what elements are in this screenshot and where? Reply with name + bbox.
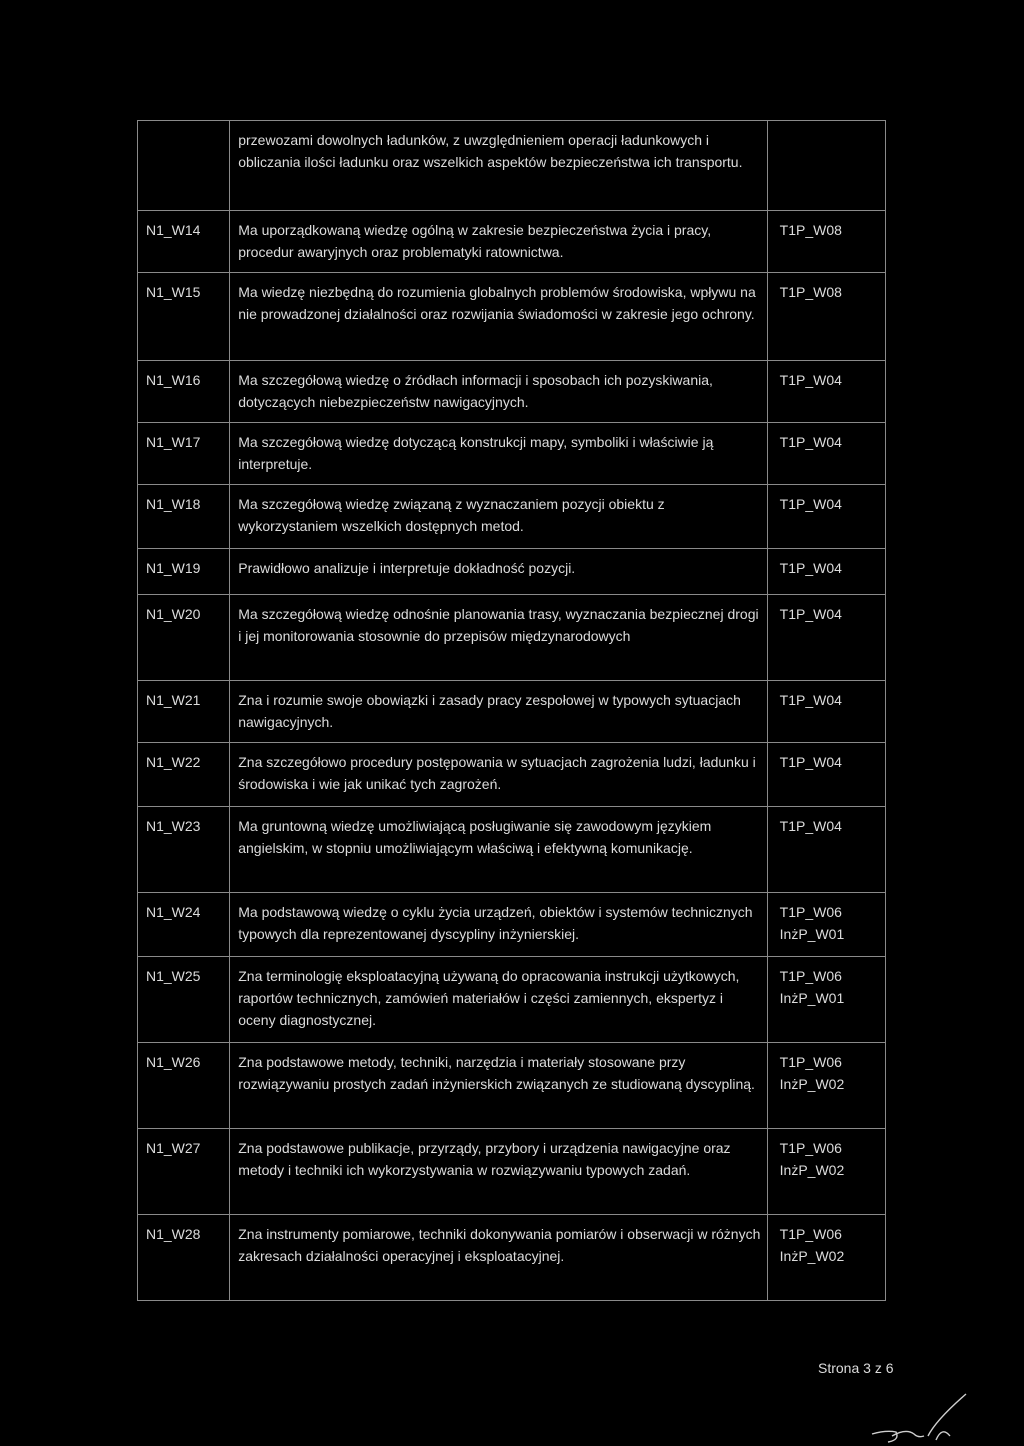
reference-code: T1P_W08 [779,222,842,238]
outcome-code: N1_W28 [138,1215,230,1301]
table-row [138,211,886,273]
table-row [138,743,886,807]
outcome-references [767,1043,885,1129]
outcome-description: Zna podstawowe metody, techniki, narzędzia i materiały stosowane przy rozwiązywaniu prostych zadań inżynierskich związanych ze studiowaną dyscypliną. [230,1043,767,1129]
reference-code: InżP_W01 [779,926,845,942]
outcome-references [767,893,885,957]
table-row [138,361,886,423]
table-row [138,423,886,485]
outcome-description: przewozami dowolnych ładunków, z uwzględnieniem operacji ładunkowych i obliczania ilości ładunku oraz wszelkich aspektów bezpieczeństwa ich transportu. [230,121,767,211]
outcome-code: N1_W25 [138,957,230,1043]
reference-code: T1P_W04 [779,606,842,622]
outcome-references [767,485,885,549]
outcome-description: Ma podstawową wiedzę o cyklu życia urządzeń, obiektów i systemów technicznych typowych dla reprezentowanej dyscypliny inżynierskiej. [230,893,767,957]
table-row [138,549,886,595]
outcome-references [767,549,885,595]
outcome-code: N1_W26 [138,1043,230,1129]
reference-code: T1P_W04 [779,754,842,770]
outcome-references [767,1129,885,1215]
outcome-description: Ma gruntowną wiedzę umożliwiającą posługiwanie się zawodowym językiem angielskim, w stopniu umożliwiającym właściwą i efektywną komunikację. [230,807,767,893]
outcome-description: Ma szczegółową wiedzę odnośnie planowania trasy, wyznaczania bezpiecznej drogi i jej monitorowania stosownie do przepisów międzynarodowych [230,595,767,681]
outcome-description: Zna i rozumie swoje obowiązki i zasady pracy zespołowej w typowych sytuacjach nawigacyjnych. [230,681,767,743]
outcome-description: Ma uporządkowaną wiedzę ogólną w zakresie bezpieczeństwa życia i pracy, procedur awaryjnych oraz problematyki ratownictwa. [230,211,767,273]
reference-code: T1P_W04 [779,818,842,834]
table-row [138,893,886,957]
reference-code: T1P_W06 [779,904,842,920]
outcome-description: Ma wiedzę niezbędną do rozumienia globalnych problemów środowiska, wpływu na nie prowadzonej działalności oraz rozwijania świadomości w zakresie jego ochrony. [230,273,767,361]
reference-code: T1P_W06 [779,968,842,984]
reference-code: InżP_W01 [779,990,845,1006]
outcome-code [138,121,230,211]
outcome-references [767,361,885,423]
outcome-code: N1_W18 [138,485,230,549]
table-row [138,121,886,211]
outcome-references [767,121,885,211]
reference-code: T1P_W04 [779,372,842,388]
reference-code: T1P_W04 [779,434,842,450]
learning-outcomes-table [137,120,886,1301]
signature [866,1390,986,1446]
table-row [138,1129,886,1215]
outcome-references [767,595,885,681]
table-row [138,957,886,1043]
outcome-code: N1_W23 [138,807,230,893]
outcome-references [767,807,885,893]
outcome-code: N1_W15 [138,273,230,361]
outcome-references [767,743,885,807]
outcome-code: N1_W22 [138,743,230,807]
outcome-references [767,423,885,485]
table-body [138,121,886,1301]
outcome-code: N1_W24 [138,893,230,957]
outcome-references [767,681,885,743]
outcome-description: Prawidłowo analizuje i interpretuje dokładność pozycji. [230,549,767,595]
outcome-description: Ma szczegółową wiedzę związaną z wyznaczaniem pozycji obiektu z wykorzystaniem wszelkich dostępnych metod. [230,485,767,549]
reference-code: T1P_W04 [779,692,842,708]
reference-code: T1P_W06 [779,1054,842,1070]
reference-code: T1P_W04 [779,560,842,576]
outcome-references [767,1215,885,1301]
outcome-references [767,211,885,273]
outcome-description: Zna instrumenty pomiarowe, techniki dokonywania pomiarów i obserwacji w różnych zakresach działalności operacyjnej i eksploatacyjnej. [230,1215,767,1301]
reference-code: InżP_W02 [779,1248,845,1264]
outcome-references [767,273,885,361]
outcome-code: N1_W27 [138,1129,230,1215]
table-row [138,485,886,549]
outcome-code: N1_W19 [138,549,230,595]
outcome-description: Zna terminologię eksploatacyjną używaną do opracowania instrukcji użytkowych, raportów technicznych, zamówień materiałów i części zamiennych, ekspertyz i oceny diagnostycznej. [230,957,767,1043]
outcome-code: N1_W20 [138,595,230,681]
table-row [138,1215,886,1301]
reference-code: T1P_W04 [779,496,842,512]
outcome-description: Zna szczegółowo procedury postępowania w sytuacjach zagrożenia ludzi, ładunku i środowiska i wie jak unikać tych zagrożeń. [230,743,767,807]
table-row [138,1043,886,1129]
outcome-description: Ma szczegółową wiedzę o źródłach informacji i sposobach ich pozyskiwania, dotyczących niebezpieczeństw nawigacyjnych. [230,361,767,423]
reference-code: InżP_W02 [779,1162,845,1178]
outcome-references [767,957,885,1043]
table-row [138,807,886,893]
reference-code: InżP_W02 [779,1076,845,1092]
table-row [138,273,886,361]
outcome-description: Zna podstawowe publikacje, przyrządy, przybory i urządzenia nawigacyjne oraz metody i techniki ich wykorzystywania w rozwiązywaniu typowych zadań. [230,1129,767,1215]
reference-code: T1P_W08 [779,284,842,300]
table-row [138,595,886,681]
table-row [138,681,886,743]
reference-code: T1P_W06 [779,1140,842,1156]
page-number: Strona 3 z 6 [818,1360,894,1376]
outcome-code: N1_W17 [138,423,230,485]
outcome-code: N1_W21 [138,681,230,743]
outcome-code: N1_W14 [138,211,230,273]
outcome-description: Ma szczegółową wiedzę dotyczącą konstrukcji mapy, symboliki i właściwie ją interpretuje. [230,423,767,485]
reference-code: T1P_W06 [779,1226,842,1242]
outcome-code: N1_W16 [138,361,230,423]
